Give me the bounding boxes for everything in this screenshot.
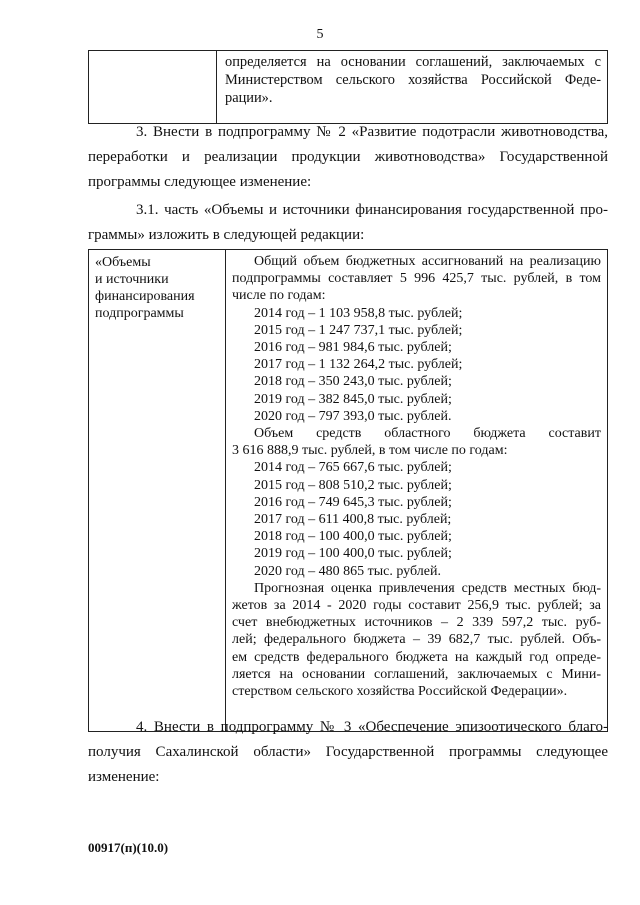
document-code: 00917(п)(10.0) xyxy=(88,840,169,855)
text-line: подпрограммы xyxy=(95,306,184,321)
text-line: Прогнозная оценка привлечения средств местных бюд- xyxy=(254,580,601,596)
year-line: 2019 год – 382 845,0 тыс. рублей; xyxy=(254,391,452,407)
funding-table xyxy=(88,249,608,732)
text-line: числе по годам: xyxy=(232,288,326,304)
funding-content-cell xyxy=(226,250,608,732)
text-line: Объем средств областного бюджета составит xyxy=(254,426,601,442)
year-line: 2020 год – 797 393,0 тыс. рублей. xyxy=(254,408,452,424)
year-line: 2017 год – 611 400,8 тыс. рублей; xyxy=(254,512,452,528)
page-number: 5 xyxy=(316,27,324,42)
paragraph-3 xyxy=(88,120,608,195)
text-line: 3.1. часть «Объемы и источники финансирования государственной про- xyxy=(136,202,608,218)
year-line: 2020 год – 480 865 тыс. рублей. xyxy=(254,563,441,579)
year-line: 2015 год – 808 510,2 тыс. рублей; xyxy=(254,477,452,493)
year-line: 2018 год – 350 243,0 тыс. рублей; xyxy=(254,374,452,390)
text-line: Общий объем бюджетных ассигнований на реализацию xyxy=(254,254,601,269)
text-line: ляется на основании соглашений, заключаемых с Мини- xyxy=(232,666,601,682)
text-line: рации». xyxy=(225,90,273,106)
text-line: и источники xyxy=(95,272,169,287)
text-line: переработки и реализации продукции животноводства» Государственной xyxy=(88,149,608,165)
continuation-table xyxy=(88,50,608,124)
paragraph-3-1 xyxy=(88,198,608,248)
text-line: граммы» изложить в следующей редакции: xyxy=(88,227,365,243)
year-line: 2014 год – 1 103 958,8 тыс. рублей; xyxy=(254,305,463,321)
text-line: подпрограммы составляет 5 996 425,7 тыс. рублей, в том xyxy=(232,271,601,287)
text-line: «Объемы xyxy=(95,255,151,270)
year-line: 2014 год – 765 667,6 тыс. рублей; xyxy=(254,460,452,476)
text-line: ем средств федерального бюджета на каждый год опреде- xyxy=(232,649,601,665)
text-line: 3 616 888,9 тыс. рублей, в том числе по годам: xyxy=(232,443,508,459)
text-line: программы следующее изменение: xyxy=(88,174,312,190)
text-line: стерством сельского хозяйства Российской Федерации». xyxy=(232,684,568,700)
table1-left-cell xyxy=(89,51,217,124)
text-line: получия Сахалинской области» Государственной программы следующее xyxy=(88,744,608,760)
funding-label-cell xyxy=(89,250,226,732)
year-line: 2015 год – 1 247 737,1 тыс. рублей; xyxy=(254,322,463,338)
year-line: 2016 год – 749 645,3 тыс. рублей; xyxy=(254,494,452,510)
text-line: жетов за 2014 - 2020 годы составит 256,9 тыс. рублей; за xyxy=(232,598,601,614)
table1-right-cell xyxy=(217,51,608,124)
paragraph-4 xyxy=(88,715,608,790)
year-line: 2018 год – 100 400,0 тыс. рублей; xyxy=(254,529,452,545)
text-line: Министерством сельского хозяйства Российской Феде- xyxy=(225,72,601,88)
text-line: определяется на основании соглашений, заключаемых с xyxy=(225,54,601,70)
year-line: 2017 год – 1 132 264,2 тыс. рублей; xyxy=(254,357,463,373)
text-line: счет внебюджетных источников – 2 339 597,2 тыс. руб- xyxy=(232,615,601,631)
text-line: 4. Внести в подпрограмму № 3 «Обеспечение эпизоотического благо- xyxy=(136,719,608,735)
year-line: 2019 год – 100 400,0 тыс. рублей; xyxy=(254,546,452,562)
text-line: изменение: xyxy=(88,769,160,785)
text-line: лей; федерального бюджета – 39 682,7 тыс. рублей. Объ- xyxy=(232,632,601,648)
text-line: финансирования xyxy=(95,289,195,304)
year-line: 2016 год – 981 984,6 тыс. рублей; xyxy=(254,340,452,356)
text-line: 3. Внести в подпрограмму № 2 «Развитие подотрасли животноводства, xyxy=(136,124,608,140)
